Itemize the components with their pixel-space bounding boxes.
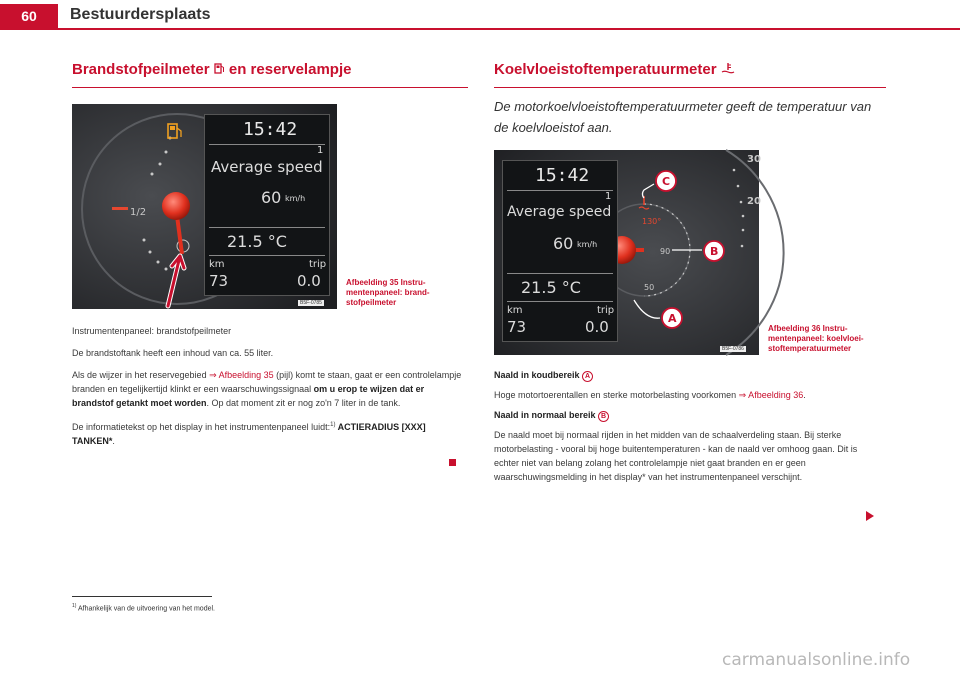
lcd-divider — [209, 227, 325, 228]
right-column — [494, 60, 886, 484]
image-code: B5F-0786 — [722, 346, 744, 352]
marker-a-badge: A — [582, 371, 593, 382]
figure-35 — [72, 104, 468, 310]
footnote-ref: 1) — [330, 422, 336, 428]
marker-a — [662, 308, 682, 328]
speedo-30-label: 30 — [747, 154, 761, 165]
tank-capacity-paragraph: De brandstoftank heeft een inhoud van ca. 55 liter. — [72, 348, 274, 358]
display-message: ACTIERADIUS [XXX] TANKEN* — [72, 422, 426, 446]
lcd-temperature: 21.5 °C — [227, 232, 287, 251]
cold-range-text: . — [803, 390, 806, 400]
fuel-pump-icon — [214, 61, 229, 78]
page-number: 60 — [0, 4, 58, 28]
message-text: . — [112, 436, 115, 446]
lcd-km-value: 73 — [507, 318, 527, 336]
title-text: Brandstofpeilmeter — [72, 61, 210, 78]
page-header — [0, 0, 960, 30]
temp-90-label: 90 — [660, 247, 671, 256]
lcd-trip-label: trip — [597, 305, 615, 316]
coolant-section-title — [494, 60, 886, 88]
reserve-text: Als de wijzer in het reservegebied — [72, 370, 210, 380]
footnote-mark: 1) — [72, 603, 77, 609]
section-intro: De motorkoelvloeistoftemperatuurmeter geeft de temperatuur van de koelvloeistof aan. — [494, 99, 872, 135]
watermark: carmanualsonline.info — [722, 650, 911, 670]
temp-130-label: 130° — [642, 217, 662, 226]
message-text: De informatietekst op het display in het instrumentenpaneel luidt: — [72, 422, 331, 432]
svg-text:C: C — [662, 175, 671, 188]
figure-36-link[interactable]: ⇒ Afbeelding 36 — [738, 390, 804, 400]
lcd-label: Average speed — [507, 204, 612, 220]
lcd-time: 15:42 — [535, 165, 590, 186]
section-end-marker — [449, 459, 456, 466]
figure-caption: Afbeelding 35 Instrumentenpaneel: brandstofpeilmeter — [346, 278, 430, 307]
temp-50-label: 50 — [644, 283, 655, 292]
figure-36 — [494, 150, 886, 356]
lcd-time: 15:42 — [243, 119, 298, 140]
reserve-paragraph — [72, 368, 468, 410]
lcd-km-label: km — [507, 305, 523, 316]
marker-c — [656, 171, 676, 191]
display-message-paragraph — [72, 418, 448, 448]
svg-text:A: A — [668, 312, 677, 325]
reserve-text: . Op dat moment zit er nog zo'n 7 liter in de tank. — [206, 398, 401, 408]
lcd-label: Average speed — [211, 158, 323, 176]
figure-35-link[interactable]: ⇒ Afbeelding 35 — [209, 370, 274, 380]
footnote-text: Afhankelijk van de uitvoering van het model. — [78, 605, 215, 613]
heading-text: Naald in koudbereik — [494, 370, 580, 380]
fuel-gauge-section-title — [72, 60, 468, 88]
lcd-trip-value: 0.0 — [297, 272, 321, 290]
lcd-display — [204, 114, 330, 296]
lcd-speed-unit: km/h — [577, 240, 598, 249]
cold-range-heading — [494, 370, 886, 382]
lcd-speed-unit: km/h — [285, 194, 306, 203]
lcd-km-label: km — [209, 259, 225, 270]
footnote-rule — [72, 596, 212, 597]
image-code: B5F-0785 — [300, 300, 322, 306]
lcd-km-value: 73 — [209, 272, 229, 290]
lcd-divider — [507, 273, 613, 274]
normal-range-paragraph: De naald moet bij normaal rijden in het midden van de schaalverdeling staan. Bij sterke motorbelasting - vooral bij hoge buitentemperaturen - kan de naald ver omhoog gaan. Dit is echter niet van belang zolang het controlelampje niet gaat branden en er geen waarschuwingsmelding in het display* van het instrumentenpaneel verschijnt. — [494, 430, 858, 482]
reserve-text: (pijl) komt te staan, gaat er een controlelampje branden en tegelijkertijd klinkt er een waarschuwingssignaal — [72, 370, 462, 394]
figure-title-paragraph: Instrumentenpaneel: brandstofpeilmeter — [72, 326, 232, 336]
lcd-divider — [209, 144, 325, 145]
speedo-20-label: 20 — [747, 196, 761, 207]
header-rule — [0, 28, 960, 30]
lcd-divider — [209, 255, 325, 256]
lcd-speed-value: 60 — [553, 234, 574, 253]
svg-text:B: B — [710, 245, 719, 258]
continue-arrow-icon — [866, 511, 874, 521]
lcd-divider — [507, 190, 613, 191]
cold-range-text: Hoge motortoerentallen en sterke motorbelasting voorkomen — [494, 390, 739, 400]
title-text: Koelvloeistoftemperatuurmeter — [494, 61, 717, 78]
normal-range-heading — [494, 410, 886, 422]
cold-range-paragraph — [494, 388, 886, 402]
lcd-index: 1 — [317, 145, 324, 156]
title-suffix: en reservelampje — [228, 61, 352, 78]
coolant-temperature-icon — [721, 61, 735, 78]
lcd-index: 1 — [605, 191, 612, 202]
instrument-cluster-image — [72, 104, 337, 309]
marker-b-badge: B — [598, 411, 609, 422]
lcd-trip-label: trip — [309, 259, 327, 270]
lcd-trip-value: 0.0 — [585, 318, 609, 336]
left-column — [72, 60, 468, 448]
marker-b — [704, 241, 724, 261]
lcd-divider — [507, 301, 613, 302]
lcd-speed-value: 60 — [261, 188, 282, 207]
lcd-display — [502, 160, 618, 342]
figure-caption: Afbeelding 36 Instrumentenpaneel: koelvloeistoftemperatuurmeter — [768, 324, 864, 353]
footnote — [72, 603, 215, 612]
gauge-half-label: 1/2 — [130, 207, 147, 218]
running-head: Bestuurdersplaats — [70, 6, 211, 23]
lcd-temperature: 21.5 °C — [521, 278, 581, 297]
reserve-emphasis: om u erop te wijzen dat er brandstof getankt moet worden — [72, 384, 425, 408]
instrument-cluster-image — [494, 150, 759, 355]
heading-text: Naald in normaal bereik — [494, 410, 596, 420]
